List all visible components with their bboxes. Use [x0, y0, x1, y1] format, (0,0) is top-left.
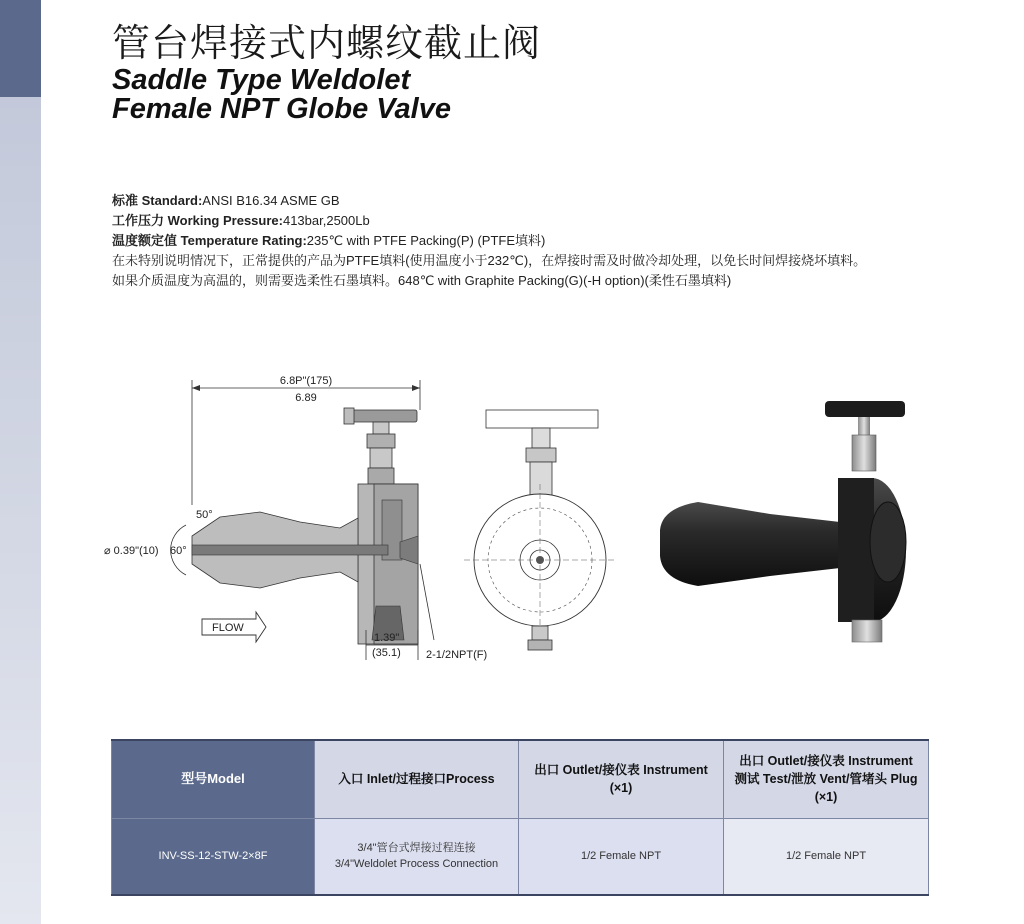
technical-drawing — [100, 360, 640, 670]
header-outlet — [519, 740, 724, 818]
table-row — [112, 818, 929, 895]
header-outlet-vent — [724, 740, 929, 818]
table-header-row — [112, 740, 929, 818]
spec-note-graphite: 如果介质温度为高温的，则需要选柔性石墨填料。648℃ with Graphite Packing(G)(-H option)(柔性石墨填料) — [112, 273, 732, 288]
dim-overall-secondary: 6.89 — [295, 392, 317, 404]
cell-model: INV-SS-12-STW-2×8F — [112, 818, 315, 895]
angle-side-label: 60° — [170, 545, 187, 557]
spec-pressure-value: 413bar,2500Lb — [282, 213, 370, 228]
port-label: 2-1/2NPT(F) — [426, 649, 488, 661]
product-photo — [640, 390, 920, 650]
cell-outlet: 1/2 Female NPT — [519, 818, 724, 895]
angle-top-label: 50° — [196, 509, 213, 521]
dim-small-secondary: (35.1) — [372, 647, 401, 659]
spec-standard-label: 标准 Standard: — [112, 193, 203, 208]
bore-label: ⌀ 0.39"(10) — [104, 545, 159, 557]
dim-small-primary: 1.39" — [374, 632, 400, 644]
dim-overall-primary: 6.8P"(175) — [279, 375, 333, 387]
title-english-line1: Saddle Type Weldolet — [112, 64, 411, 96]
cell-outlet-vent: 1/2 Female NPT — [724, 818, 929, 895]
cell-inlet-line1: 3/4"管台式焊接过程连接 — [357, 842, 476, 855]
title-english-line2: Female NPT Globe Valve — [112, 93, 451, 125]
model-table — [111, 739, 929, 896]
cell-inlet — [315, 818, 519, 895]
header-inlet-label: 入口 Inlet/过程接口Process — [338, 772, 495, 787]
spec-pressure — [112, 211, 866, 231]
flow-label: FLOW — [212, 622, 244, 634]
header-outlet-vent-line2: 测试 Test/泄放 Vent/管堵头 Plug — [734, 772, 918, 787]
spec-note-ptfe: 在未特别说明情况下，正常提供的产品为PTFE填料(使用温度小于232℃)，在焊接时需及时做冷却处理，以免长时间焊接烧坏填料。 — [112, 253, 867, 268]
title-english — [112, 66, 451, 124]
spec-pressure-label: 工作压力 Working Pressure: — [112, 213, 283, 228]
spec-temperature-label: 温度额定值 Temperature Rating: — [112, 233, 307, 248]
spec-temperature — [112, 231, 866, 251]
sidebar-accent-block — [0, 0, 41, 97]
header-outlet-line2: (×1) — [609, 781, 633, 796]
header-model-label: 型号Model — [181, 771, 245, 787]
title-chinese: 管台焊接式内螺纹截止阀 — [112, 23, 542, 65]
header-outlet-line1: 出口 Outlet/接仪表 Instrument — [534, 763, 708, 778]
sidebar-gradient-strip — [0, 97, 41, 924]
header-outlet-vent-line3: (×1) — [814, 790, 838, 805]
header-model — [112, 740, 315, 818]
header-inlet — [315, 740, 519, 818]
cell-inlet-line2: 3/4"Weldolet Process Connection — [334, 858, 499, 871]
header-outlet-vent-line1: 出口 Outlet/接仪表 Instrument — [739, 754, 913, 769]
spec-standard-value: ANSI B16.34 ASME GB — [202, 193, 340, 208]
spec-standard — [112, 191, 866, 211]
spec-list — [112, 191, 866, 291]
spec-temperature-value: 235℃ with PTFE Packing(P) (PTFE填料) — [306, 233, 546, 248]
